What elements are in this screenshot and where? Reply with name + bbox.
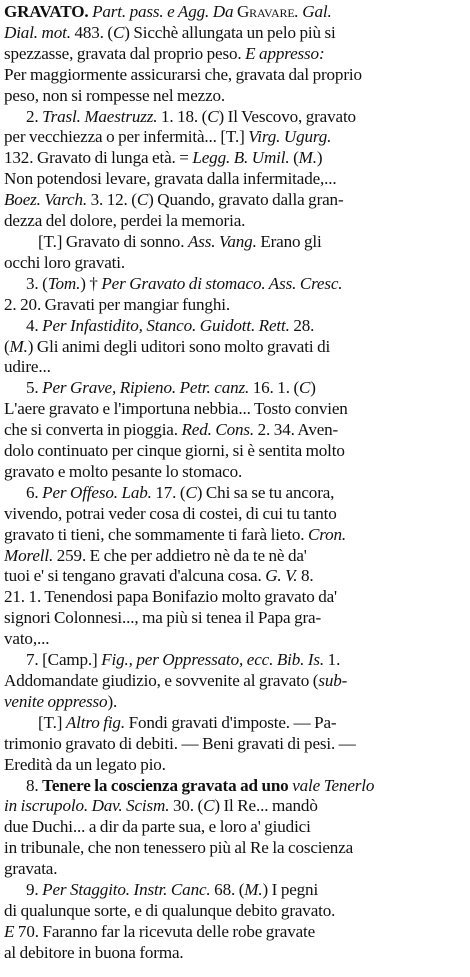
entry-line	[4, 23, 458, 44]
entry-line	[4, 44, 458, 65]
italic-text: Dial. mot.	[4, 22, 71, 42]
entry-line	[4, 922, 458, 943]
text-run: trimonio gravato di debiti. — Beni gravati di pesi. —	[4, 733, 356, 753]
text-run: per vecchiezza o per infermità... [T.]	[4, 127, 249, 147]
italic-text: Boez. Varch.	[4, 190, 87, 210]
bold-text: GRAVATO.	[4, 2, 89, 21]
entry-line	[4, 462, 458, 483]
text-run: [T.] Gravato di sonno.	[38, 231, 188, 251]
text-run: dolo continuato per cinque giorni, si è sentita molto	[4, 441, 345, 461]
text-run: 5.	[26, 378, 43, 398]
entry-line	[4, 734, 458, 755]
text-run: udire...	[4, 357, 51, 377]
italic-text: Cron.	[307, 524, 347, 544]
italic-text: C	[136, 190, 149, 210]
entry-line	[4, 190, 458, 211]
text-run: 9.	[26, 880, 43, 900]
entry-line	[4, 901, 458, 922]
text-run: 68. (	[210, 880, 245, 900]
text-run: 2. 20. Gravati per mangiar funghi.	[4, 294, 230, 314]
text-run: dezza del dolore, perdei la memoria.	[4, 211, 246, 231]
text-run: ) Il Vescovo, gravato	[218, 106, 356, 126]
text-run: L'aere gravato e l'importuna nebbia... Tosto convien	[4, 399, 348, 419]
text-run: 8.	[26, 775, 43, 795]
text-run: (	[4, 336, 10, 356]
italic-text: E appresso:	[245, 43, 325, 63]
entry-line	[4, 316, 458, 337]
entry-line	[4, 692, 458, 713]
text-run: (	[289, 148, 299, 168]
text-run: 259. E che per addietro nè da te nè da'	[53, 545, 307, 565]
text-run: 3. (	[26, 273, 48, 293]
text-run: tuoi e' si tengano gravati d'alcuna cosa.	[4, 566, 266, 586]
text-run: peso, non si rompesse nel mezzo.	[4, 85, 226, 105]
text-run: ) I pegni	[262, 880, 319, 900]
italic-text: M.	[9, 336, 28, 356]
entry-line	[4, 587, 458, 608]
italic-text: vale Tenerlo	[292, 775, 375, 795]
entry-line	[4, 211, 458, 232]
text-run: ) †	[80, 273, 102, 293]
entry-line	[4, 441, 458, 462]
text-run: ) Il Re... mandò	[214, 796, 318, 816]
dictionary-entry-gravato	[4, 2, 458, 964]
italic-text: G. V.	[265, 566, 298, 586]
italic-text: M.	[244, 880, 263, 900]
text-run: 7. [Camp.]	[26, 650, 102, 670]
text-run: ).	[107, 691, 118, 711]
text-run: 483. (	[70, 22, 113, 42]
entry-line	[4, 546, 458, 567]
entry-line	[4, 504, 458, 525]
italic-text: M.	[298, 148, 317, 168]
text-run: 70. Faranno far la ricevuta delle robe gravate	[14, 921, 316, 941]
entry-line	[4, 608, 458, 629]
text-run: ) Sicchè allungata un pelo più si	[124, 22, 336, 42]
entry-line	[4, 232, 458, 253]
italic-text: Ass. Vang.	[187, 231, 257, 251]
entry-line	[4, 671, 458, 692]
text-run: 16. 1. (	[249, 378, 299, 398]
text-run: 1.	[324, 650, 341, 670]
text-run: 4.	[26, 315, 43, 335]
text-run: spezzasse, gravata dal proprio peso.	[4, 43, 246, 63]
entry-line	[4, 169, 458, 190]
italic-text: Red. Cons.	[181, 420, 255, 440]
text-run: 28.	[289, 315, 315, 335]
entry-line	[4, 148, 458, 169]
italic-text: Per Offeso. Lab.	[42, 482, 152, 502]
text-run: due Duchi... a dir da parte sua, e loro a' giudici	[4, 817, 311, 837]
text-run: 8.	[297, 566, 314, 586]
italic-text: C	[203, 796, 215, 816]
entry-line	[4, 86, 458, 107]
text-run: 30. (	[169, 796, 204, 816]
entry-line	[4, 253, 458, 274]
entry-line	[4, 399, 458, 420]
text-run: 21. 1. Tenendosi papa Bonifazio molto gravato da'	[4, 587, 337, 607]
italic-text: Virg. Ugurg.	[248, 127, 332, 147]
italic-text: Per Grave, Ripieno. Petr. canz.	[42, 378, 250, 398]
italic-text: C	[207, 106, 219, 126]
text-run: Eredità da un legato pio.	[4, 754, 166, 774]
text-run: gravato ti tieni, che sommamente ti farà lieto.	[4, 524, 308, 544]
entry-line	[4, 713, 458, 734]
entry-line	[4, 566, 458, 587]
entry-line	[4, 629, 458, 650]
entry-line	[4, 378, 458, 399]
text-run: gravato e molto pesante lo stomaco.	[4, 461, 243, 481]
italic-text: C	[299, 378, 311, 398]
italic-text: . Gal.	[294, 2, 332, 21]
entry-line	[4, 65, 458, 86]
text-run: 1. 18. (	[157, 106, 208, 126]
italic-text: Morell.	[4, 545, 54, 565]
text-run: ) Quando, gravato dalla gran-	[148, 190, 344, 210]
text-run: 132. Gravato di lunga età. =	[4, 148, 193, 168]
entry-line	[4, 838, 458, 859]
entry-line	[4, 295, 458, 316]
entry-line	[4, 817, 458, 838]
italic-text: Part. pass. e Agg. Da	[92, 2, 237, 21]
italic-text: Per Staggito. Instr. Canc.	[42, 880, 211, 900]
italic-text: Trasl. Maestruzz.	[42, 106, 158, 126]
text-run: 2.	[26, 106, 43, 126]
text-run: Per maggiormente assicurarsi che, gravata dal proprio	[4, 64, 362, 84]
entry-line	[4, 2, 458, 23]
text-run: ) Chi sa se tu ancora,	[196, 482, 335, 502]
text-run: 6.	[26, 482, 43, 502]
italic-text: C	[185, 482, 197, 502]
italic-text: Fig., per Oppressato, ecc. Bib. Is.	[101, 650, 325, 670]
entry-line	[4, 483, 458, 504]
text-run: in tribunale, che non tenessero più al Re la coscienza	[4, 838, 354, 858]
text-run: al debitore in buona forma.	[4, 942, 184, 962]
bold-text: Tenere la coscienza gravata ad uno	[42, 775, 289, 795]
italic-text: Legg. B. Umil.	[192, 148, 290, 168]
entry-line	[4, 420, 458, 441]
italic-text: venite oppresso	[4, 691, 108, 711]
entry-line	[4, 525, 458, 546]
italic-text: Per Infastidito, Stanco. Guidott. Rett.	[42, 315, 290, 335]
text-run: )	[316, 148, 323, 168]
entry-line	[4, 880, 458, 901]
text-run: )	[310, 378, 316, 398]
text-run: che si converta in pioggia.	[4, 420, 182, 440]
text-run: Fondi gravati d'imposte. — Pa-	[124, 712, 337, 732]
italic-text: Per Gravato di stomaco. Ass. Cresc.	[101, 273, 343, 293]
text-run: di qualunque sorte, e di qualunque debito gravato.	[4, 900, 336, 920]
italic-text: Altro fig.	[65, 712, 125, 732]
text-run: ) Gli animi degli uditori sono molto gravati di	[27, 336, 331, 356]
entry-line	[4, 650, 458, 671]
text-run: 17. (	[151, 482, 186, 502]
text-run: signori Colonnesi..., ma più si tenea il Papa gra-	[4, 608, 322, 628]
entry-line	[4, 755, 458, 776]
text-run: vato,...	[4, 629, 50, 649]
text-run: 2. 34. Aven-	[254, 420, 339, 440]
entry-line	[4, 337, 458, 358]
text-run: Non potendosi levare, gravata dalla infermitade,...	[4, 169, 337, 189]
text-run: vivendo, potrai veder cosa di costei, di cui tu tanto	[4, 503, 337, 523]
text-run: Erano gli	[256, 231, 322, 251]
text-run: occhi loro gravati.	[4, 252, 125, 272]
entry-line	[4, 776, 458, 797]
entry-line	[4, 943, 458, 964]
small-caps-text: Gravare	[236, 2, 295, 21]
text-run: gravata.	[4, 859, 58, 879]
italic-text: in iscrupolo. Dav. Scism.	[4, 796, 170, 816]
entry-line	[4, 127, 458, 148]
text-run: Addomandate giudizio, e sovvenite al gravato (	[4, 671, 319, 690]
text-run: [T.]	[38, 712, 66, 732]
entry-line	[4, 357, 458, 378]
entry-line	[4, 796, 458, 817]
italic-text: C	[112, 22, 125, 42]
italic-text: sub-	[318, 671, 348, 690]
italic-text: E	[4, 921, 15, 941]
entry-line	[4, 107, 458, 128]
entry-line	[4, 859, 458, 880]
italic-text: Tom.	[47, 273, 81, 293]
text-run: 3. 12. (	[87, 190, 137, 210]
entry-line	[4, 274, 458, 295]
